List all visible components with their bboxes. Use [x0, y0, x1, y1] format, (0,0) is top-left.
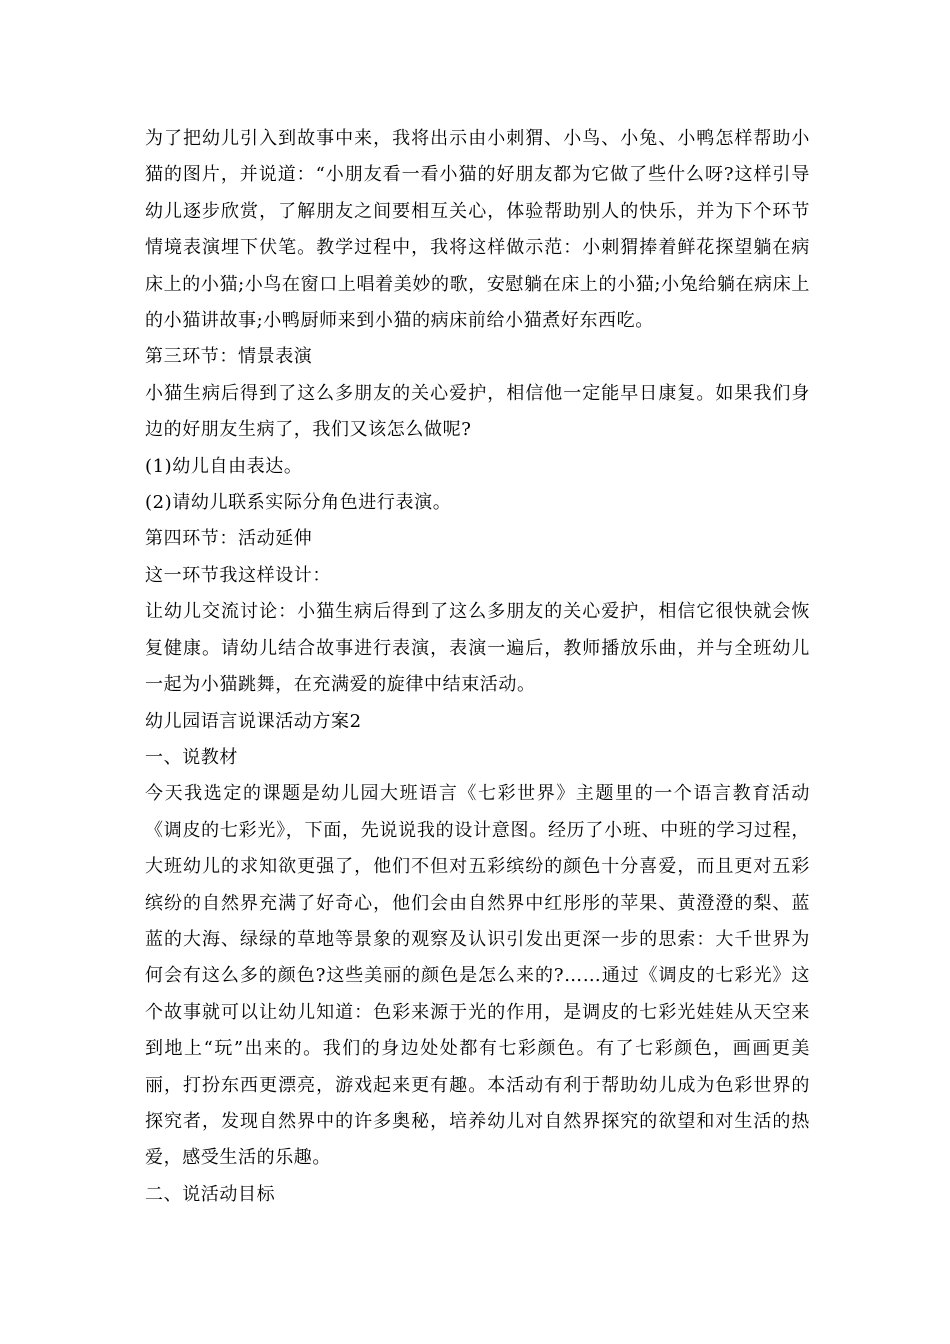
document-body [145, 121, 810, 1213]
list-item-role-play: (2)请幼儿联系实际分角色进行表演。 [145, 492, 452, 514]
teaching-material-paragraph: 今天我选定的课题是幼儿园大班语言《七彩世界》主题里的一个语言教育活动《调皮的七彩光》，下面，先说说我的设计意图。经历了小班、中班的学习过程，大班幼儿的求知欲更强了，他们不但对五彩缤纷的颜色十分喜爱，而且更对五彩缤纷的自然界充满了好奇心，他们会由自然界中红彤彤的苹果、黄澄澄的梨、蓝蓝的大海、绿绿的草地等景象的观察及认识引发出更深一步的思索：大千世界为何会有这么多的颜色?这些美丽的颜色是怎么来的?……通过《调皮的七彩光》这个故事就可以让幼儿知道：色彩来源于光的作用，是调皮的七彩光娃娃从天空来到地上“玩”出来的。我们的身边处处都有七彩颜色。有了七彩颜色，画画更美丽，打扮东西更漂亮，游戏起来更有趣。本活动有利于帮助幼儿成为色彩世界的探究者，发现自然界中的许多奥秘，培养幼儿对自然界探究的欲望和对生活的热爱，感受生活的乐趣。 [145, 783, 810, 1169]
plan-title: 幼儿园语言说课活动方案2 [145, 710, 362, 732]
list-item-free-expression: (1)幼儿自由表达。 [145, 455, 303, 477]
care-question-paragraph: 小猫生病后得到了这么多朋友的关心爱护，相信他一定能早日康复。如果我们身边的好朋友生病了，我们又该怎么做呢? [145, 382, 810, 441]
section-heading-fourth-step: 第四环节：活动延伸 [145, 528, 313, 550]
discussion-paragraph: 让幼儿交流讨论：小猫生病后得到了这么多朋友的关心爱护，相信它很快就会恢复健康。请幼儿结合故事进行表演，表演一遍后，教师播放乐曲，并与全班幼儿一起为小猫跳舞，在充满爱的旋律中结束活动。 [145, 601, 810, 696]
section-heading-third-step: 第三环节：情景表演 [145, 346, 313, 368]
section-heading-teaching-material: 一、说教材 [145, 746, 238, 768]
story-demonstration-paragraph: 为了把幼儿引入到故事中来，我将出示由小刺猬、小鸟、小兔、小鸭怎样帮助小猫的图片，并说道：“小朋友看一看小猫的好朋友都为它做了些什么呀?这样引导幼儿逐步欣赏，了解朋友之间要相互关心，体验帮助别人的快乐，并为下个环节情境表演埋下伏笔。教学过程中，我将这样做示范：小刺猬捧着鲜花探望躺在病床上的小猫;小鸟在窗口上唱着美妙的歌，安慰躺在床上的小猫;小兔给躺在病床上的小猫讲故事;小鸭厨师来到小猫的病床前给小猫煮好东西吃。 [145, 128, 810, 332]
section-heading-activity-goals: 二、说活动目标 [145, 1183, 276, 1205]
design-intro-line: 这一环节我这样设计： [145, 564, 331, 586]
